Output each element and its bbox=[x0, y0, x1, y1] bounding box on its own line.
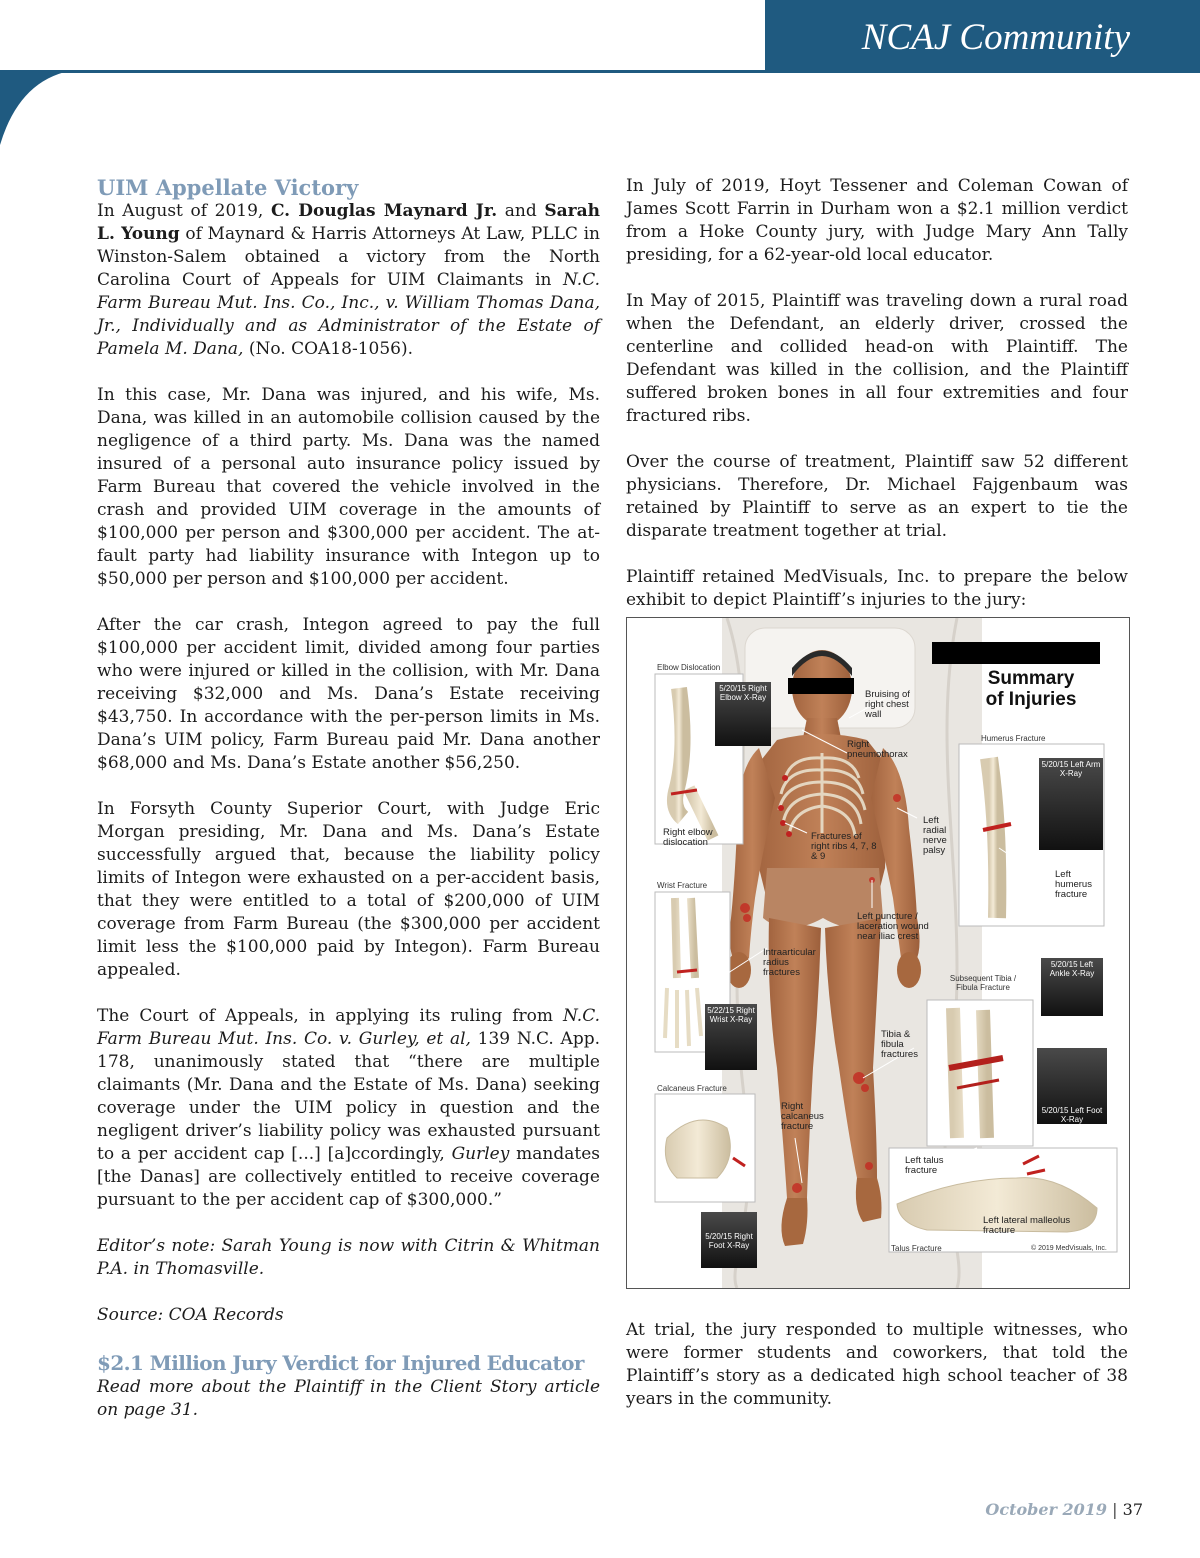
xray-label-wrist: 5/22/15 Right Wrist X-Ray bbox=[707, 1006, 755, 1024]
label-elbow-dislocation: Right elbow dislocation bbox=[663, 827, 713, 848]
text-run: (No. COA18-1056). bbox=[243, 339, 413, 359]
paragraph-exhibit: Plaintiff retained MedVisuals, Inc. to prepare the below exhibit to depict Plaintiff’s injuries to the jury: bbox=[626, 567, 1128, 610]
right-column bbox=[626, 175, 1128, 612]
page-footer bbox=[985, 1500, 1143, 1519]
text-run: In August of 2019, bbox=[97, 201, 271, 221]
label-talus: Left talus fracture bbox=[905, 1155, 944, 1176]
panel-title-elbow: Elbow Dislocation bbox=[657, 663, 721, 672]
case-citation: N.C. Farm Bureau Mut. Ins. Co., Inc., v. William Thomas Dana, Jr., Individually and as Administrator of the Estate of Pamela M. Dana, bbox=[97, 270, 600, 359]
read-more-note: Read more about the Plaintiff in the Client Story article on page 31. bbox=[97, 1377, 600, 1420]
case-citation: N.C. Farm Bureau Mut. Ins. Co. v. Gurley, et al, bbox=[97, 1006, 600, 1049]
corner-swoosh bbox=[0, 70, 75, 145]
section-heading-uim: UIM Appellate Victory bbox=[97, 175, 359, 200]
paragraph-case: In this case, Mr. Dana was injured, and his wife, Ms. Dana, was killed in an automobile collision caused by the negligence of a third party. Ms. Dana was the named insured of a personal auto insurance policy issued by Farm Bureau that covered the vehicle involved in the crash and provided UIM coverage in the amounts of $100,000 per person and $300,000 per accident. The at-fault party had liability insurance with Integon up to $50,000 per person and $100,000 per accident. bbox=[97, 385, 600, 589]
panel-title-tibia: Subsequent Tibia / Fibula Fracture bbox=[949, 974, 1017, 992]
paragraph-superior-court: In Forsyth County Superior Court, with Judge Eric Morgan presiding, Mr. Dana and Ms. Dana’s Estate successfully argued that, because the liability policy limits of Integon were exhausted on a per-accident basis, that they were entitled to a total of $200,000 of UIM coverage from Farm Bureau (the $300,000 per accident limit less the $100,000 paid by Integon). Farm Bureau appealed. bbox=[97, 799, 600, 980]
header-rule bbox=[0, 70, 1200, 73]
attorney-name: C. Douglas Maynard Jr. bbox=[270, 201, 498, 221]
paragraph-payment: After the car crash, Integon agreed to pay the full $100,000 per accident limit, divided among four parties who were injured or killed in the collision, with Mr. Dana receiving $32,000 and Ms. Dana’s Estate receiving $43,750. In accordance with the per-person limits in Ms. Dana’s UIM policy, Farm Bureau paid Mr. Dana another $68,000 and Ms. Dana’s Estate another $56,250. bbox=[97, 615, 600, 773]
label-tibia-fibula: Tibia & fibula fractures bbox=[881, 1029, 918, 1060]
panel-title-calcaneus: Calcaneus Fracture bbox=[657, 1084, 727, 1093]
paragraph-intro bbox=[97, 200, 600, 361]
xray-label-right-foot: 5/20/15 Right Foot X-Ray bbox=[705, 1232, 753, 1250]
label-radius-fractures: Intraarticular radius fractures bbox=[763, 947, 816, 978]
panel-title-talus: Talus Fracture bbox=[891, 1244, 942, 1253]
editor-note: Editor’s note: Sarah Young is now with Citrin & Whitman P.A. in Thomasville. bbox=[97, 1236, 600, 1279]
redaction-bar-title bbox=[932, 642, 1100, 664]
injury-exhibit-figure bbox=[626, 617, 1130, 1289]
label-humerus-fracture: Left humerus fracture bbox=[1055, 869, 1092, 900]
paragraph-treatment: Over the course of treatment, Plaintiff saw 52 different physicians. Therefore, Dr. Michael Fajgenbaum was retained by Plaintiff to serve as an expert to tie the disparate treatment together at trial. bbox=[626, 452, 1128, 541]
page-number: 37 bbox=[1122, 1500, 1143, 1519]
label-calcaneus: Right calcaneus fracture bbox=[781, 1101, 824, 1132]
section-title: NCAJ Community bbox=[861, 17, 1130, 58]
paragraph-verdict: In July of 2019, Hoyt Tessener and Coleman Cowan of James Scott Farrin in Durham won a $2.1 million verdict from a Hoke County jury, with Judge Mary Ann Tally presiding, for a 62-year-old local educator. bbox=[626, 176, 1128, 265]
section-heading-verdict: $2.1 Million Jury Verdict for Injured Educator bbox=[97, 1351, 584, 1375]
right-column-bottom bbox=[626, 1319, 1128, 1411]
figure-title-line1: Summary bbox=[987, 668, 1075, 689]
footer-separator: | bbox=[1112, 1500, 1118, 1519]
xray-label-elbow: 5/20/15 Right Elbow X-Ray bbox=[719, 684, 767, 702]
header-banner bbox=[765, 0, 1200, 70]
text-run: mandates [the Danas] are collectively entitled to receive coverage pursuant to the per accident cap of $300,000.” bbox=[97, 1144, 600, 1210]
label-bruising: Bruising of right chest wall bbox=[865, 689, 910, 720]
paragraph-collision: In May of 2015, Plaintiff was traveling down a rural road when the Defendant, an elderly driver, crossed the centerline and collided head-on with Plaintiff. The Defendant was killed in the collision, and the Plaintiff suffered broken bones in all four extremities and four fractured ribs. bbox=[626, 291, 1128, 426]
left-column bbox=[97, 175, 600, 1422]
label-pneumothorax: Right pneumothorax bbox=[847, 739, 908, 760]
case-citation: Gurley bbox=[451, 1144, 510, 1164]
xray-label-left-ankle: 5/20/15 Left Ankle X-Ray bbox=[1049, 960, 1095, 978]
redaction-bar-face bbox=[788, 678, 854, 694]
text-run: 139 N.C. App. 178, unanimously stated that “there are multiple claimants (Mr. Dana and the Estate of Ms. Dana) seeking coverage under the UIM policy in question and the negligent driver’s liability policy was exhausted pursuant to a per accident cap [...] [a]ccordingly, bbox=[97, 1029, 600, 1164]
figure-title-line2: of Injuries bbox=[985, 689, 1077, 710]
label-radial-nerve: Left radial nerve palsy bbox=[923, 815, 947, 856]
attorney-name: Sarah L. Young bbox=[97, 201, 600, 244]
source-note: Source: COA Records bbox=[97, 1305, 284, 1325]
panel-title-humerus: Humerus Fracture bbox=[981, 734, 1046, 743]
paragraph-trial: At trial, the jury responded to multiple witnesses, who were former students and coworkers, that told the Plaintiff’s story as a dedicated high school teacher of 38 years in the community. bbox=[626, 1320, 1128, 1409]
text-run: of Maynard & Harris Attorneys At Law, PLLC in Winston-Salem obtained a victory from the North Carolina Court of Appeals for UIM Claimants in bbox=[97, 224, 600, 290]
label-rib-fractures: Fractures of right ribs 4, 7, 8 & 9 bbox=[811, 831, 877, 862]
label-malleolus: Left lateral malleolus fracture bbox=[983, 1215, 1071, 1236]
xray-label-left-arm: 5/20/15 Left Arm X-Ray bbox=[1041, 760, 1101, 778]
panel-title-wrist: Wrist Fracture bbox=[657, 881, 708, 890]
text-run: and bbox=[497, 201, 545, 221]
issue-date: October 2019 bbox=[985, 1500, 1108, 1519]
figure-copyright: © 2019 MedVisuals, Inc. bbox=[1031, 1245, 1107, 1252]
paragraph-appeals bbox=[97, 1005, 600, 1212]
label-puncture-wound: Left puncture / laceration wound near iliac crest bbox=[857, 911, 929, 942]
text-run: The Court of Appeals, in applying its ruling from bbox=[97, 1006, 563, 1026]
xray-label-left-foot: 5/20/15 Left Foot X-Ray bbox=[1041, 1106, 1103, 1124]
